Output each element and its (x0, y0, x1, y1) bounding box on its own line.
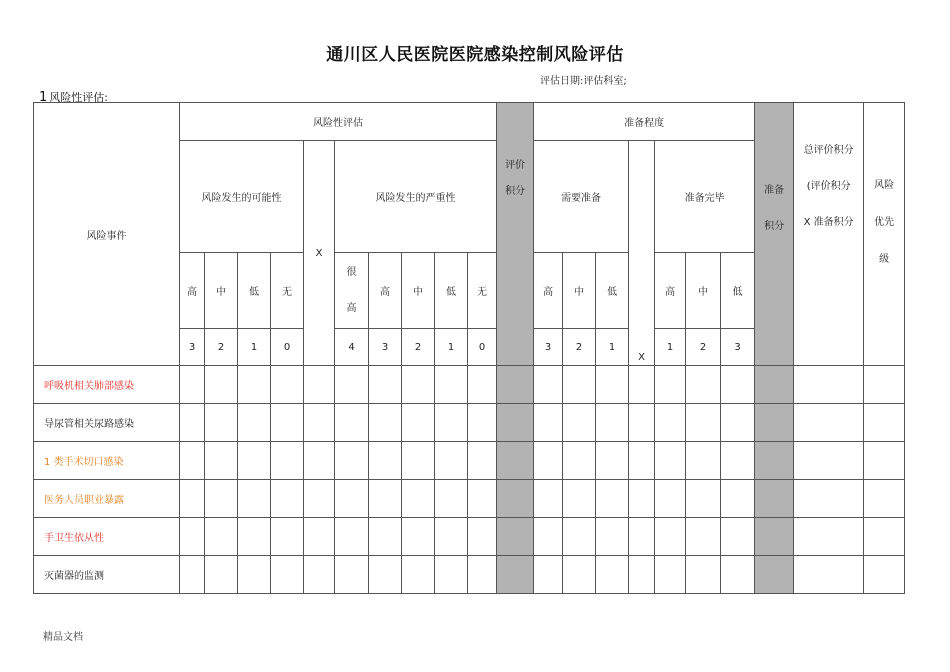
score-cell[interactable] (563, 556, 596, 594)
score-cell[interactable] (180, 404, 205, 442)
done-score-low: 3 (721, 329, 755, 366)
priority-header (864, 103, 905, 366)
score-cell[interactable] (335, 556, 369, 594)
score-cell[interactable] (596, 556, 629, 594)
score-cell[interactable] (864, 480, 905, 518)
eval-score-line-2: 积分 (505, 186, 526, 197)
score-cell[interactable] (563, 366, 596, 404)
score-cell[interactable] (686, 556, 721, 594)
score-cell[interactable] (629, 404, 655, 442)
page-title: 通川区人民医院医院感染控制风险评估 (326, 45, 624, 65)
score-cell[interactable] (271, 480, 304, 518)
severity-score-low: 1 (435, 329, 468, 366)
score-cell[interactable] (468, 556, 497, 594)
need-score-high: 3 (534, 329, 563, 366)
score-cell[interactable] (686, 366, 721, 404)
likelihood-score-none: 0 (271, 329, 304, 366)
score-cell[interactable] (180, 442, 205, 480)
score-cell[interactable] (497, 366, 534, 404)
need-prep-header: 需要准备 (534, 141, 629, 253)
score-cell[interactable] (534, 366, 563, 404)
score-cell[interactable] (596, 518, 629, 556)
score-cell[interactable] (335, 442, 369, 480)
score-cell[interactable] (238, 366, 271, 404)
prep-score-header (755, 103, 794, 366)
severity-level-high: 高 (369, 253, 402, 329)
score-cell[interactable] (304, 404, 335, 442)
score-cell[interactable] (864, 366, 905, 404)
done-score-medium: 2 (686, 329, 721, 366)
score-cell[interactable] (435, 366, 468, 404)
score-cell[interactable] (686, 518, 721, 556)
score-cell[interactable] (238, 556, 271, 594)
risk-event-label: 医务人员职业暴露 (34, 480, 180, 518)
severity-level-medium: 中 (402, 253, 435, 329)
score-cell[interactable] (468, 442, 497, 480)
score-cell[interactable] (205, 556, 238, 594)
score-cell[interactable] (596, 404, 629, 442)
score-cell[interactable] (655, 518, 686, 556)
score-cell[interactable] (369, 442, 402, 480)
eval-score-header (497, 103, 534, 366)
score-cell[interactable] (369, 404, 402, 442)
need-level-high: 高 (534, 253, 563, 329)
table-row (34, 404, 905, 442)
score-cell[interactable] (721, 556, 755, 594)
readiness-header: 准备程度 (534, 103, 755, 141)
score-cell[interactable] (402, 556, 435, 594)
score-cell[interactable] (335, 366, 369, 404)
score-cell[interactable] (435, 404, 468, 442)
score-cell[interactable] (205, 480, 238, 518)
score-cell[interactable] (864, 442, 905, 480)
risk-event-header: 风险事件 (34, 103, 180, 366)
severity-score-medium: 2 (402, 329, 435, 366)
score-cell[interactable] (534, 518, 563, 556)
score-cell[interactable] (335, 480, 369, 518)
done-level-low: 低 (721, 253, 755, 329)
times-sign-1: X (304, 141, 335, 366)
score-cell[interactable] (534, 480, 563, 518)
prep-done-header: 准备完毕 (655, 141, 755, 253)
priority-line-2: 优先 (874, 217, 895, 228)
times-sign-2: X (629, 141, 655, 366)
score-cell[interactable] (864, 404, 905, 442)
likelihood-level-none: 无 (271, 253, 304, 329)
risk-event-label: 导尿管相关尿路感染 (34, 404, 180, 442)
total-score-line-2: (评价积分 (806, 181, 851, 192)
score-cell[interactable] (629, 480, 655, 518)
footer-watermark: 精品文档 (43, 632, 83, 643)
score-cell[interactable] (271, 556, 304, 594)
score-cell[interactable] (205, 442, 238, 480)
score-cell[interactable] (655, 404, 686, 442)
score-cell[interactable] (721, 480, 755, 518)
section-number: 1 (39, 90, 48, 105)
score-cell[interactable] (629, 518, 655, 556)
total-score-line-3: X 准备积分 (803, 217, 854, 228)
score-cell[interactable] (534, 556, 563, 594)
likelihood-level-medium: 中 (205, 253, 238, 329)
score-cell[interactable] (304, 442, 335, 480)
score-cell[interactable] (435, 480, 468, 518)
total-score-header (794, 103, 864, 366)
score-cell[interactable] (497, 442, 534, 480)
score-cell[interactable] (271, 366, 304, 404)
score-cell[interactable] (335, 404, 369, 442)
score-cell[interactable] (794, 404, 864, 442)
likelihood-score-high: 3 (180, 329, 205, 366)
score-cell[interactable] (655, 366, 686, 404)
score-cell[interactable] (596, 366, 629, 404)
likelihood-score-medium: 2 (205, 329, 238, 366)
score-cell[interactable] (686, 442, 721, 480)
risk-assessment-table (33, 102, 905, 366)
table-row (34, 366, 905, 404)
score-cell[interactable] (435, 556, 468, 594)
need-level-medium: 中 (563, 253, 596, 329)
severity-very-line-1: 很 (346, 266, 357, 278)
score-cell[interactable] (402, 442, 435, 480)
table-row (34, 518, 905, 556)
done-level-high: 高 (655, 253, 686, 329)
score-cell[interactable] (335, 518, 369, 556)
score-cell[interactable] (721, 518, 755, 556)
section-label: 风险性评估: (49, 91, 108, 104)
score-cell[interactable] (369, 366, 402, 404)
likelihood-level-low: 低 (238, 253, 271, 329)
score-cell[interactable] (468, 366, 497, 404)
score-cell[interactable] (629, 366, 655, 404)
score-cell[interactable] (655, 442, 686, 480)
assessment-meta: 评估日期:评估科室; (540, 76, 627, 87)
prep-score-line-2: 积分 (764, 221, 785, 232)
score-cell[interactable] (755, 404, 794, 442)
score-cell[interactable] (534, 404, 563, 442)
score-cell[interactable] (563, 404, 596, 442)
score-cell[interactable] (180, 518, 205, 556)
score-cell[interactable] (271, 404, 304, 442)
score-cell[interactable] (629, 442, 655, 480)
severity-score-high: 3 (369, 329, 402, 366)
score-cell[interactable] (205, 366, 238, 404)
score-cell[interactable] (238, 442, 271, 480)
score-cell[interactable] (271, 442, 304, 480)
score-cell[interactable] (205, 404, 238, 442)
score-cell[interactable] (755, 480, 794, 518)
table-row (34, 480, 905, 518)
table-row (34, 556, 905, 594)
priority-line-1: 风险 (874, 180, 895, 191)
score-cell[interactable] (180, 556, 205, 594)
score-cell[interactable] (369, 556, 402, 594)
score-cell[interactable] (563, 518, 596, 556)
score-cell[interactable] (435, 442, 468, 480)
score-cell[interactable] (271, 518, 304, 556)
score-cell[interactable] (563, 480, 596, 518)
severity-score-very-high: 4 (335, 329, 369, 366)
priority-line-3: 级 (879, 254, 890, 265)
risk-event-label: 呼吸机相关肺部感染 (34, 366, 180, 404)
severity-header: 风险发生的严重性 (335, 141, 497, 253)
score-cell[interactable] (304, 518, 335, 556)
score-cell[interactable] (755, 518, 794, 556)
score-cell[interactable] (369, 480, 402, 518)
score-cell[interactable] (755, 442, 794, 480)
score-cell[interactable] (655, 556, 686, 594)
table-row (34, 442, 905, 480)
score-cell[interactable] (794, 480, 864, 518)
likelihood-level-high: 高 (180, 253, 205, 329)
score-cell[interactable] (864, 556, 905, 594)
score-cell[interactable] (304, 480, 335, 518)
score-cell[interactable] (238, 404, 271, 442)
done-level-medium: 中 (686, 253, 721, 329)
severity-level-none: 无 (468, 253, 497, 329)
severity-level-low: 低 (435, 253, 468, 329)
severity-level-very-high (335, 253, 369, 329)
likelihood-header: 风险发生的可能性 (180, 141, 304, 253)
done-score-high: 1 (655, 329, 686, 366)
score-cell[interactable] (721, 442, 755, 480)
score-cell[interactable] (596, 480, 629, 518)
score-cell[interactable] (435, 518, 468, 556)
score-cell[interactable] (721, 366, 755, 404)
score-cell[interactable] (794, 366, 864, 404)
total-score-line-1: 总评价积分 (803, 145, 854, 156)
score-cell[interactable] (755, 556, 794, 594)
prep-score-line-1: 准备 (764, 185, 785, 196)
score-cell[interactable] (180, 480, 205, 518)
score-cell[interactable] (497, 556, 534, 594)
risk-event-rows (33, 365, 905, 594)
score-cell[interactable] (402, 480, 435, 518)
score-cell[interactable] (686, 404, 721, 442)
score-cell[interactable] (721, 404, 755, 442)
risk-event-label: 手卫生依从性 (34, 518, 180, 556)
score-cell[interactable] (755, 366, 794, 404)
risk-assessment-header: 风险性评估 (180, 103, 497, 141)
score-cell[interactable] (468, 480, 497, 518)
score-cell[interactable] (402, 366, 435, 404)
score-cell[interactable] (686, 480, 721, 518)
score-cell[interactable] (596, 442, 629, 480)
score-cell[interactable] (655, 480, 686, 518)
severity-score-none: 0 (468, 329, 497, 366)
score-cell[interactable] (369, 518, 402, 556)
eval-score-line-1: 评价 (505, 160, 526, 171)
score-cell[interactable] (304, 366, 335, 404)
need-level-low: 低 (596, 253, 629, 329)
likelihood-score-low: 1 (238, 329, 271, 366)
score-cell[interactable] (497, 404, 534, 442)
need-score-medium: 2 (563, 329, 596, 366)
score-cell[interactable] (534, 442, 563, 480)
score-cell[interactable] (794, 442, 864, 480)
score-cell[interactable] (563, 442, 596, 480)
score-cell[interactable] (497, 480, 534, 518)
score-cell[interactable] (304, 556, 335, 594)
score-cell[interactable] (794, 518, 864, 556)
score-cell[interactable] (497, 518, 534, 556)
severity-very-line-2: 高 (346, 302, 357, 314)
score-cell[interactable] (468, 518, 497, 556)
score-cell[interactable] (794, 556, 864, 594)
score-cell[interactable] (468, 404, 497, 442)
risk-event-label: 灭菌器的监测 (34, 556, 180, 594)
score-cell[interactable] (238, 518, 271, 556)
risk-event-label: 1 类手术切口感染 (34, 442, 180, 480)
score-cell[interactable] (402, 404, 435, 442)
score-cell[interactable] (238, 480, 271, 518)
score-cell[interactable] (402, 518, 435, 556)
score-cell[interactable] (864, 518, 905, 556)
score-cell[interactable] (205, 518, 238, 556)
need-score-low: 1 (596, 329, 629, 366)
score-cell[interactable] (180, 366, 205, 404)
score-cell[interactable] (629, 556, 655, 594)
